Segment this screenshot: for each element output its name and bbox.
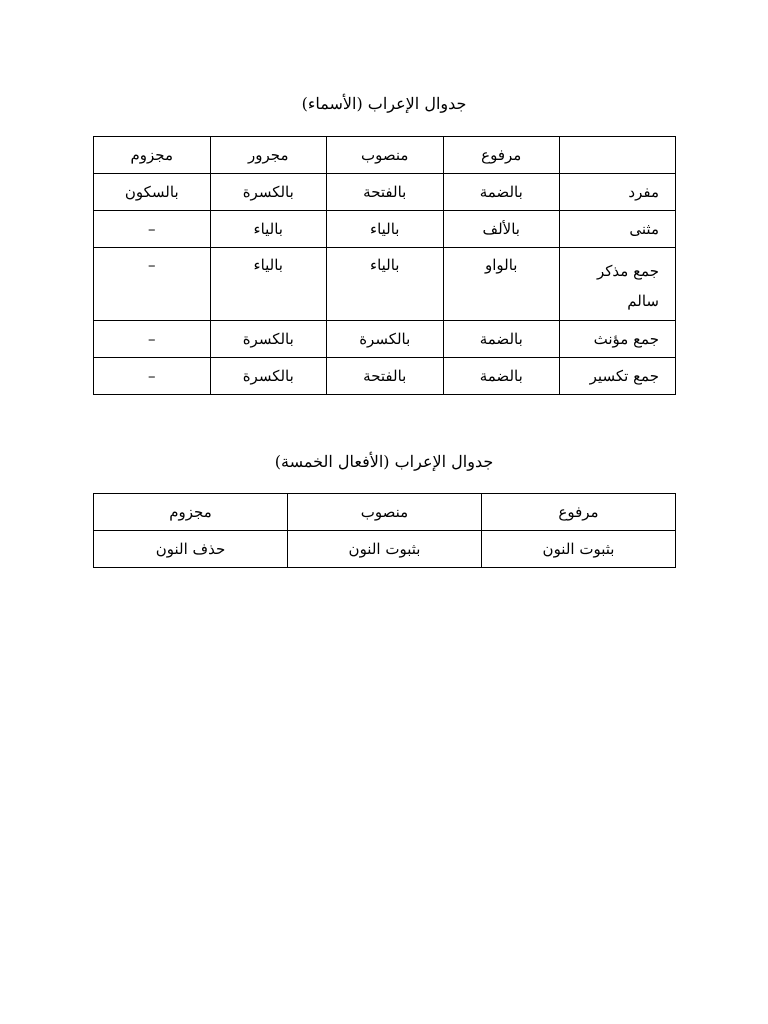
column-header-majzum: مجزوم bbox=[94, 137, 211, 174]
column-header-majrur: مجرور bbox=[210, 137, 327, 174]
table-cell: بالياء bbox=[210, 248, 327, 321]
table-cell: بالضمة bbox=[443, 321, 560, 358]
table-cell: حذف النون bbox=[94, 531, 288, 568]
column-header-majzum: مجزوم bbox=[94, 494, 288, 531]
table-cell: بالسكون bbox=[94, 174, 211, 211]
five-verbs-inflection-table bbox=[93, 493, 676, 568]
row-label-jam-mudhakkar-salim bbox=[560, 248, 676, 321]
table-row bbox=[94, 248, 676, 321]
table-cell: بالكسرة bbox=[327, 321, 444, 358]
table-cell: – bbox=[94, 358, 211, 395]
table-cell: بالضمة bbox=[443, 358, 560, 395]
table-header-row bbox=[94, 494, 676, 531]
table-cell: بالياء bbox=[210, 211, 327, 248]
table-cell: – bbox=[94, 321, 211, 358]
table-row bbox=[94, 211, 676, 248]
table-cell: – bbox=[94, 211, 211, 248]
row-label-mufrad: مفرد bbox=[560, 174, 676, 211]
table-cell: بالفتحة bbox=[327, 174, 444, 211]
names-table-caption: جدوال الإعراب (الأسماء) bbox=[301, 94, 467, 113]
table-cell: بالكسرة bbox=[210, 321, 327, 358]
table-cell: بالفتحة bbox=[327, 358, 444, 395]
row-label-jam-muannath: جمع مؤنث bbox=[560, 321, 676, 358]
table-row bbox=[94, 358, 676, 395]
verbs-table-caption: جدوال الإعراب (الأفعال الخمسة) bbox=[274, 452, 494, 471]
table-cell: بالألف bbox=[443, 211, 560, 248]
row-label-jam-taksir: جمع تكسير bbox=[560, 358, 676, 395]
table-cell: بالواو bbox=[443, 248, 560, 321]
row-label-text: جمع مذكر سالم bbox=[596, 262, 659, 310]
table-header-row bbox=[94, 137, 676, 174]
table-row bbox=[94, 531, 676, 568]
table-row bbox=[94, 321, 676, 358]
table-cell: بالكسرة bbox=[210, 358, 327, 395]
names-inflection-table bbox=[93, 136, 676, 395]
table-cell: بالكسرة bbox=[210, 174, 327, 211]
column-header-empty bbox=[560, 137, 676, 174]
table-cell: بالياء bbox=[327, 211, 444, 248]
table-cell: بالضمة bbox=[443, 174, 560, 211]
column-header-marfu: مرفوع bbox=[443, 137, 560, 174]
table-cell: بالياء bbox=[327, 248, 444, 321]
row-label-muthanna: مثنى bbox=[560, 211, 676, 248]
table-cell: بثبوت النون bbox=[482, 531, 676, 568]
table-cell: – bbox=[94, 248, 211, 321]
column-header-mansub: منصوب bbox=[288, 494, 482, 531]
column-header-marfu: مرفوع bbox=[482, 494, 676, 531]
table-row bbox=[94, 174, 676, 211]
table-cell: بثبوت النون bbox=[288, 531, 482, 568]
column-header-mansub: منصوب bbox=[327, 137, 444, 174]
